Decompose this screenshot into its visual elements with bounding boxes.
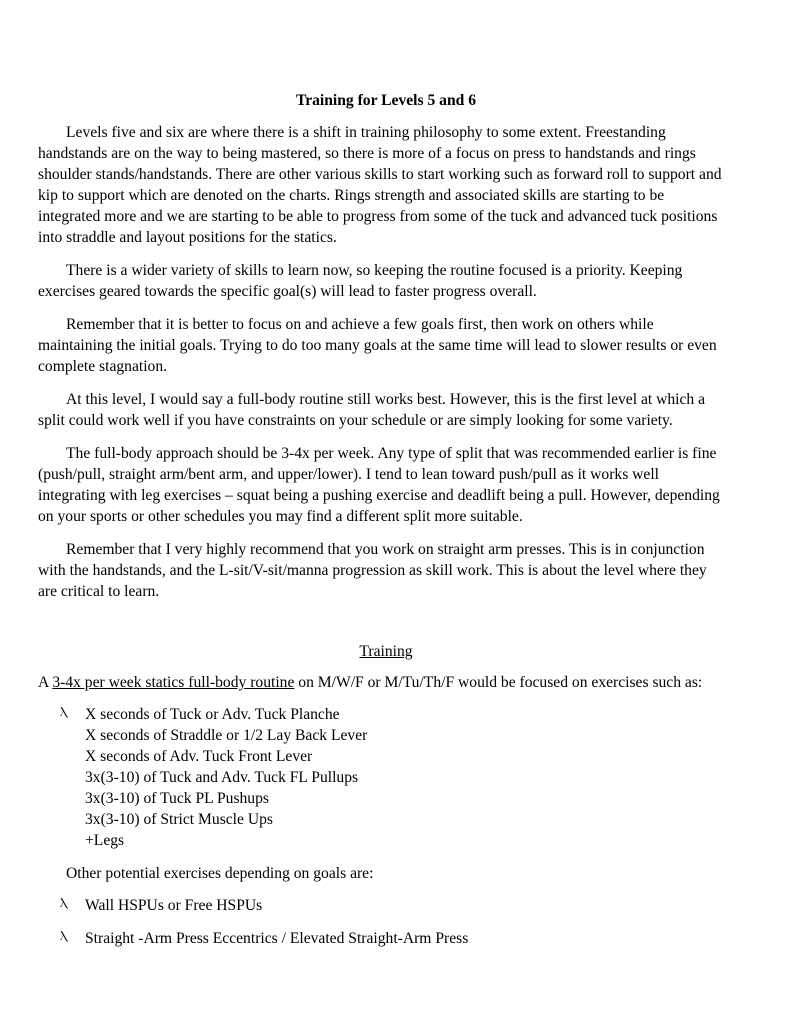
training-heading: Training (359, 643, 413, 660)
bullet-icon: Ⲗ (60, 898, 68, 910)
routine-item: +Legs (85, 832, 125, 849)
routine-item: 3x(3-10) of Strict Muscle Ups (85, 811, 273, 828)
routine-item: 3x(3-10) of Tuck and Adv. Tuck FL Pullups (85, 769, 359, 786)
other-exercise-label: Wall HSPUs or Free HSPUs (85, 897, 263, 914)
paragraph-full-body: At this level, I would say a full-body routine still works best. However, this is the first level at which a split could work well if you have constraints on your schedule or are simply looking for some variety. (38, 391, 706, 429)
training-intro (38, 672, 728, 693)
routine-list (38, 704, 728, 851)
other-exercises-intro: Other potential exercises depending on goals are: (66, 865, 374, 882)
routine-item: X seconds of Straddle or 1/2 Lay Back Lever (85, 727, 368, 744)
paragraph-straight-arm: Remember that I very highly recommend that you work on straight arm presses. This is in conjunction with the handstands, and the L-sit/V-sit/manna progression as skill work. This is about the level where they are critical to learn. (38, 541, 707, 600)
other-exercise-item (38, 928, 728, 949)
training-intro-prefix: A (38, 674, 53, 691)
other-exercise-item (38, 895, 728, 916)
document-page (38, 90, 728, 961)
bullet-icon: Ⲗ (60, 707, 68, 719)
routine-item: X seconds of Adv. Tuck Front Lever (85, 748, 313, 765)
paragraph-split-approach: The full-body approach should be 3-4x per week. Any type of split that was recommended earlier is fine (push/pull, straight arm/bent arm, and upper/lower). I tend to lean toward push/pull as it works well integrating with leg exercises – squat being a pushing exercise and deadlift being a pull. However, depending on your sports or other schedules you may find a different split more suitable. (38, 445, 720, 525)
routine-item: X seconds of Tuck or Adv. Tuck Planche (85, 706, 340, 723)
other-exercise-label: Straight -Arm Press Eccentrics / Elevated Straight-Arm Press (85, 930, 469, 947)
paragraph-levels-intro: Levels five and six are where there is a shift in training philosophy to some extent. Freestanding handstands are on the way to being mastered, so there is more of a focus on press to handstands and rings shoulder stands/handstands. There are other various skills to start working such as forward roll to support and kip to support which are denoted on the charts. Rings strength and associated skills are starting to be integrated more and we are starting to be able to progress from some of the tuck and advanced tuck positions into straddle and layout positions for the statics. (38, 124, 722, 246)
routine-item: 3x(3-10) of Tuck PL Pushups (85, 790, 269, 807)
training-intro-suffix: on M/W/F or M/Tu/Th/F would be focused on exercises such as: (294, 674, 703, 691)
bullet-icon: Ⲗ (60, 931, 68, 943)
document-title: Training for Levels 5 and 6 (295, 92, 477, 109)
paragraph-skill-variety: There is a wider variety of skills to learn now, so keeping the routine focused is a priority. Keeping exercises geared towards the specific goal(s) will lead to faster progress overall. (38, 262, 683, 300)
training-intro-underlined: 3-4x per week statics full-body routine (52, 674, 295, 691)
paragraph-focus-goals: Remember that it is better to focus on and achieve a few goals first, then work on others while maintaining the initial goals. Trying to do too many goals at the same time will lead to slower results or even complete stagnation. (38, 316, 717, 375)
